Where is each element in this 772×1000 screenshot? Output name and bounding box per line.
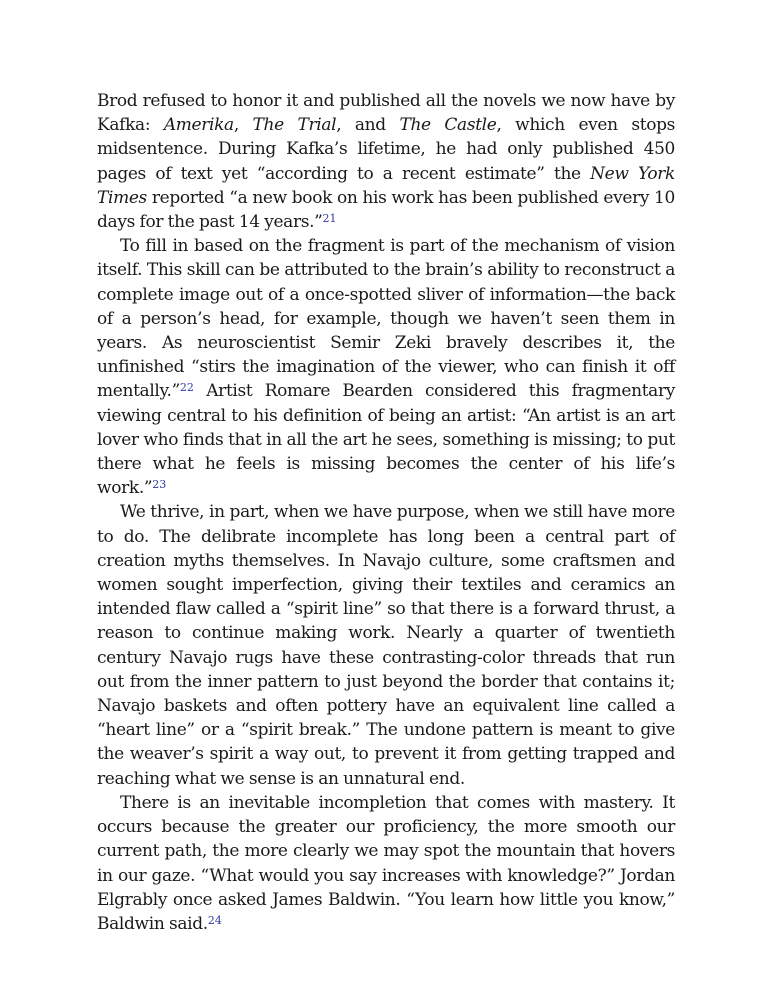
paragraph-navajo-spirit-line: [97, 500, 675, 790]
text-run: , and: [336, 115, 400, 136]
italic-title: New York Times: [97, 163, 676, 208]
italic-title: Amerika: [163, 115, 234, 136]
paragraph-fragment-vision: [97, 234, 675, 500]
text-run: ,: [233, 115, 253, 136]
italic-title: The Trial: [252, 115, 337, 136]
paragraph-mastery-incompletion: [97, 791, 675, 936]
footnote-ref-22[interactable]: 22: [179, 381, 194, 395]
text-run: To fill in based on the fragment is part of the mechanism of vision itself. This skill can be attributed to the brain’s ability to reconstruct a complete image out of a once-spotted sliver of information—the back of a person’s head, for example, though we haven’t seen them in years. As neuroscientist Semir Zeki bravely describes it, the unfinished “stirs the imagination of the viewer, who can finish it off mentally.”: [97, 236, 675, 402]
text-run: There is an inevitable incompletion that comes with mastery. It occurs because the greater our proficiency, the more smooth our current path, the more clearly we may spot the mountain that hovers in our gaze. “What would you say increases with knowledge?” Jordan Elgrably once asked James Baldwin. “You learn how little you know,” Baldwin said.: [97, 792, 675, 934]
footnote-ref-24[interactable]: 24: [207, 913, 222, 927]
page-body: [97, 89, 675, 936]
text-run: We thrive, in part, when we have purpose, when we still have more to do. The delibrate incomplete has long been a central part of creation myths themselves. In Navajo culture, some craftsmen and women sought imperfection, giving their textiles and ceramics an intended flaw called a “spirit line” so that there is a forward thrust, a reason to continue making work. Nearly a quarter of twentieth century Navajo rugs have these contrasting-color threads that run out from the inner pattern to just beyond the border that contains it; Navajo baskets and often pottery have an equivalent line called a “heart line” or a “spirit break.” The undone pattern is meant to give the weaver’s spirit a way out, to prevent it from getting trapped and reaching what we sense is an unnatural end.: [97, 502, 675, 789]
italic-title: The Castle: [399, 115, 497, 136]
footnote-ref-21[interactable]: 21: [322, 212, 337, 226]
footnote-ref-23[interactable]: 23: [152, 478, 167, 492]
text-run: , which even stops midsentence. During Kafka’s lifetime, he had only published 450 pages of text yet “according to a recent estimate” the: [97, 115, 676, 184]
paragraph-brod-kafka: [97, 89, 675, 234]
text-run: Artist Romare Bearden considered this fragmentary viewing central to his definition of being an artist: “An artist is an art lover who finds that in all the art he sees, something is missing; to put there what he feels is missing becomes the center of his life’s work.”: [97, 381, 675, 499]
text-run: reported “a new book on his work has been published every 10 days for the past 14 years.”: [97, 187, 675, 233]
text-run: Brod refused to honor it and published all the novels we now have by Kafka:: [97, 91, 675, 136]
